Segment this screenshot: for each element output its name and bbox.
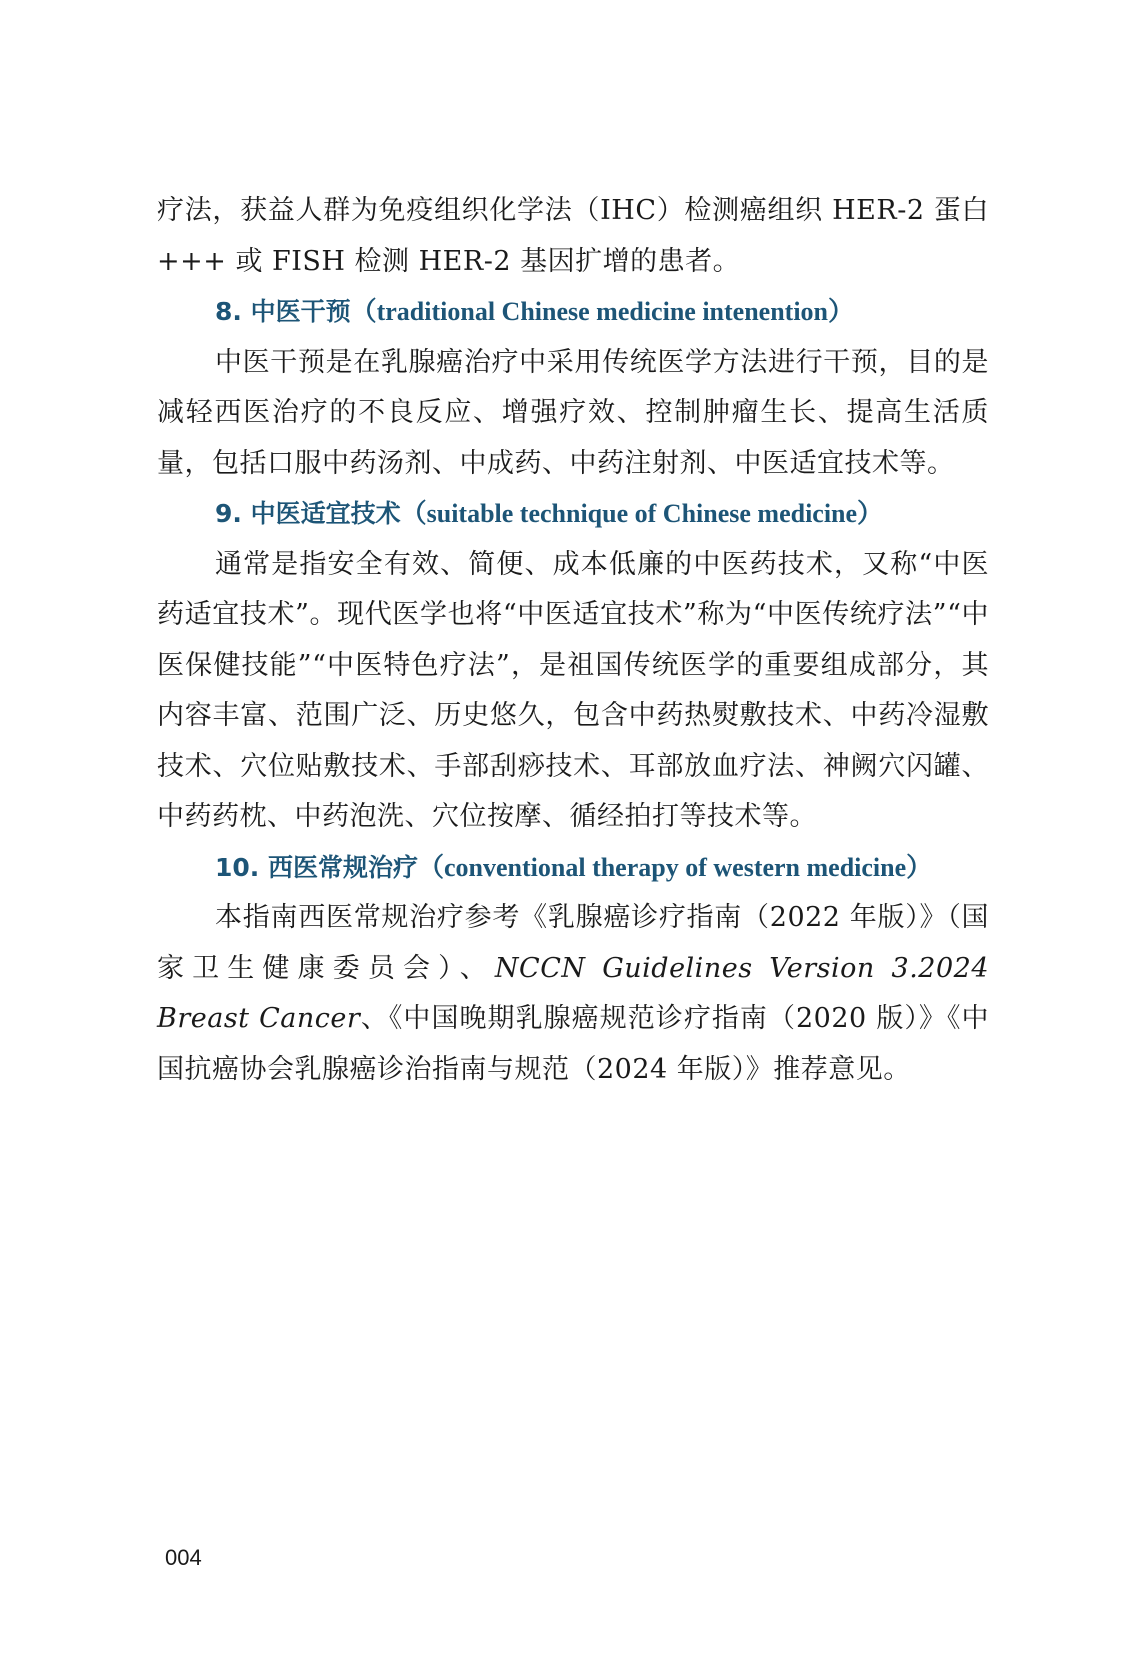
section-heading-9-zh: 9. 中医适宜技术	[215, 499, 401, 528]
section-body-8: 中医干预是在乳腺癌治疗中采用传统医学方法进行干预，目的是减轻西医治疗的不良反应、增强疗效、控制肿瘤生长、提高生活质量，包括口服中药汤剂、中成药、中药注射剂、中医适宜技术等。	[157, 346, 989, 479]
continuation-paragraph: 疗法，获益人群为免疫组织化学法（IHC）检测癌组织 HER-2 蛋白 +++ 或 FISH 检测 HER-2 基因扩增的患者。	[157, 195, 989, 277]
section-heading-8-en: （traditional Chinese medicine intenention）	[350, 297, 855, 326]
section-heading-9-en: （suitable technique of Chinese medicine）	[400, 499, 884, 528]
section-body-9: 通常是指安全有效、简便、成本低廉的中医药技术，又称“中医药适宜技术”。现代医学也将“中医适宜技术”称为“中医传统疗法”“中医保健技能”“中医特色疗法”，是祖国传统医学的重要组成部分，其内容丰富、范围广泛、历史悠久，包含中药热熨敷技术、中药冷湿敷技术、穴位贴敷技术、手部刮痧技术、耳部放血疗法、神阙穴闪罐、中药药枕、中药泡洗、穴位按摩、循经拍打等技术等。	[157, 548, 989, 832]
section-body-10-nccn-title: NCCN Guidelines Version 3.2024 Breast Cancer	[157, 952, 990, 1034]
section-body-10-part2: 、《中国晚期乳腺癌规范诊疗指南（2020 版）》《中国抗癌协会乳腺癌诊治指南与规范（2024 年版）》推荐意见。	[157, 1003, 990, 1085]
section-heading-10	[157, 843, 989, 894]
section-heading-8-zh: 8. 中医干预	[215, 297, 351, 326]
section-heading-8	[157, 287, 989, 338]
section-body-10-part1: 本指南西医常规治疗参考《乳腺癌诊疗指南（2022 年版）》（国家卫生健康委员会）、	[157, 902, 989, 984]
page-number: 004	[165, 1545, 202, 1570]
section-heading-10-zh: 10. 西医常规治疗	[215, 852, 418, 882]
section-heading-10-en: （conventional therapy of western medicine）	[418, 852, 933, 882]
section-body-10	[157, 893, 989, 1095]
document-page	[157, 186, 989, 1095]
section-heading-9	[157, 489, 989, 540]
